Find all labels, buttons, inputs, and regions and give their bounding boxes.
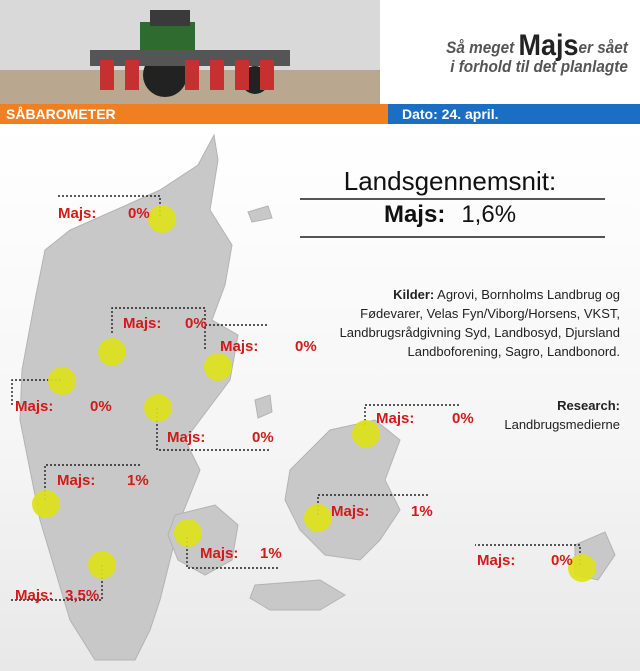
- region-label-center: Majs: 0%: [167, 429, 274, 446]
- region-label-djursland: Majs: 0%: [376, 410, 474, 427]
- date-label: Dato: 24. april.: [402, 106, 499, 122]
- marker-funen: [174, 519, 202, 547]
- average-divider-top: [300, 198, 605, 200]
- average-divider-bottom: [300, 236, 605, 238]
- marker-west: [48, 367, 76, 395]
- region-label-zealand: Majs: 1%: [331, 503, 433, 520]
- region-label-east-north: Majs: 0%: [220, 338, 317, 355]
- marker-center: [144, 394, 172, 422]
- samso-land: [255, 395, 272, 418]
- research-text: Research: Landbrugsmedierne: [504, 398, 620, 432]
- average-value: 1,6%: [461, 201, 517, 228]
- marker-west-north: [98, 338, 126, 366]
- anholt-land: [248, 206, 272, 222]
- header-title: Så meget Majser sået i forhold til det planlagte: [446, 29, 628, 76]
- section-label: SÅBAROMETER: [6, 106, 116, 122]
- marker-east-north: [204, 353, 232, 381]
- sources-text: Kilder: Agrovi, Bornholms Landbrug og Fødevarer, Velas Fyn/Viborg/Horsens, VKST, Landbrugsrådgivning Syd, Landbosyd, Djursland Landboforening, Sagro, Landbonord.: [339, 287, 620, 359]
- region-label-north: Majs: 0%: [58, 205, 150, 222]
- region-label-south: Majs: 3,5%: [15, 587, 100, 604]
- zealand-land: [285, 420, 433, 560]
- marker-south: [88, 551, 116, 579]
- region-label-bornholm: Majs: 0%: [477, 552, 573, 569]
- marker-southwest: [32, 490, 60, 518]
- marker-zealand: [304, 504, 332, 532]
- region-label-southwest: Majs: 1%: [57, 472, 149, 489]
- average-value-line: [300, 201, 600, 229]
- region-label-west-north: Majs: 0%: [123, 315, 207, 332]
- average-crop: Majs:: [383, 201, 446, 228]
- average-title: Landsgennemsnit:: [343, 166, 557, 196]
- marker-north: [148, 205, 176, 233]
- lolland-land: [250, 580, 345, 610]
- region-label-west: Majs: 0%: [15, 398, 112, 415]
- region-label-funen: Majs: 1%: [200, 545, 282, 562]
